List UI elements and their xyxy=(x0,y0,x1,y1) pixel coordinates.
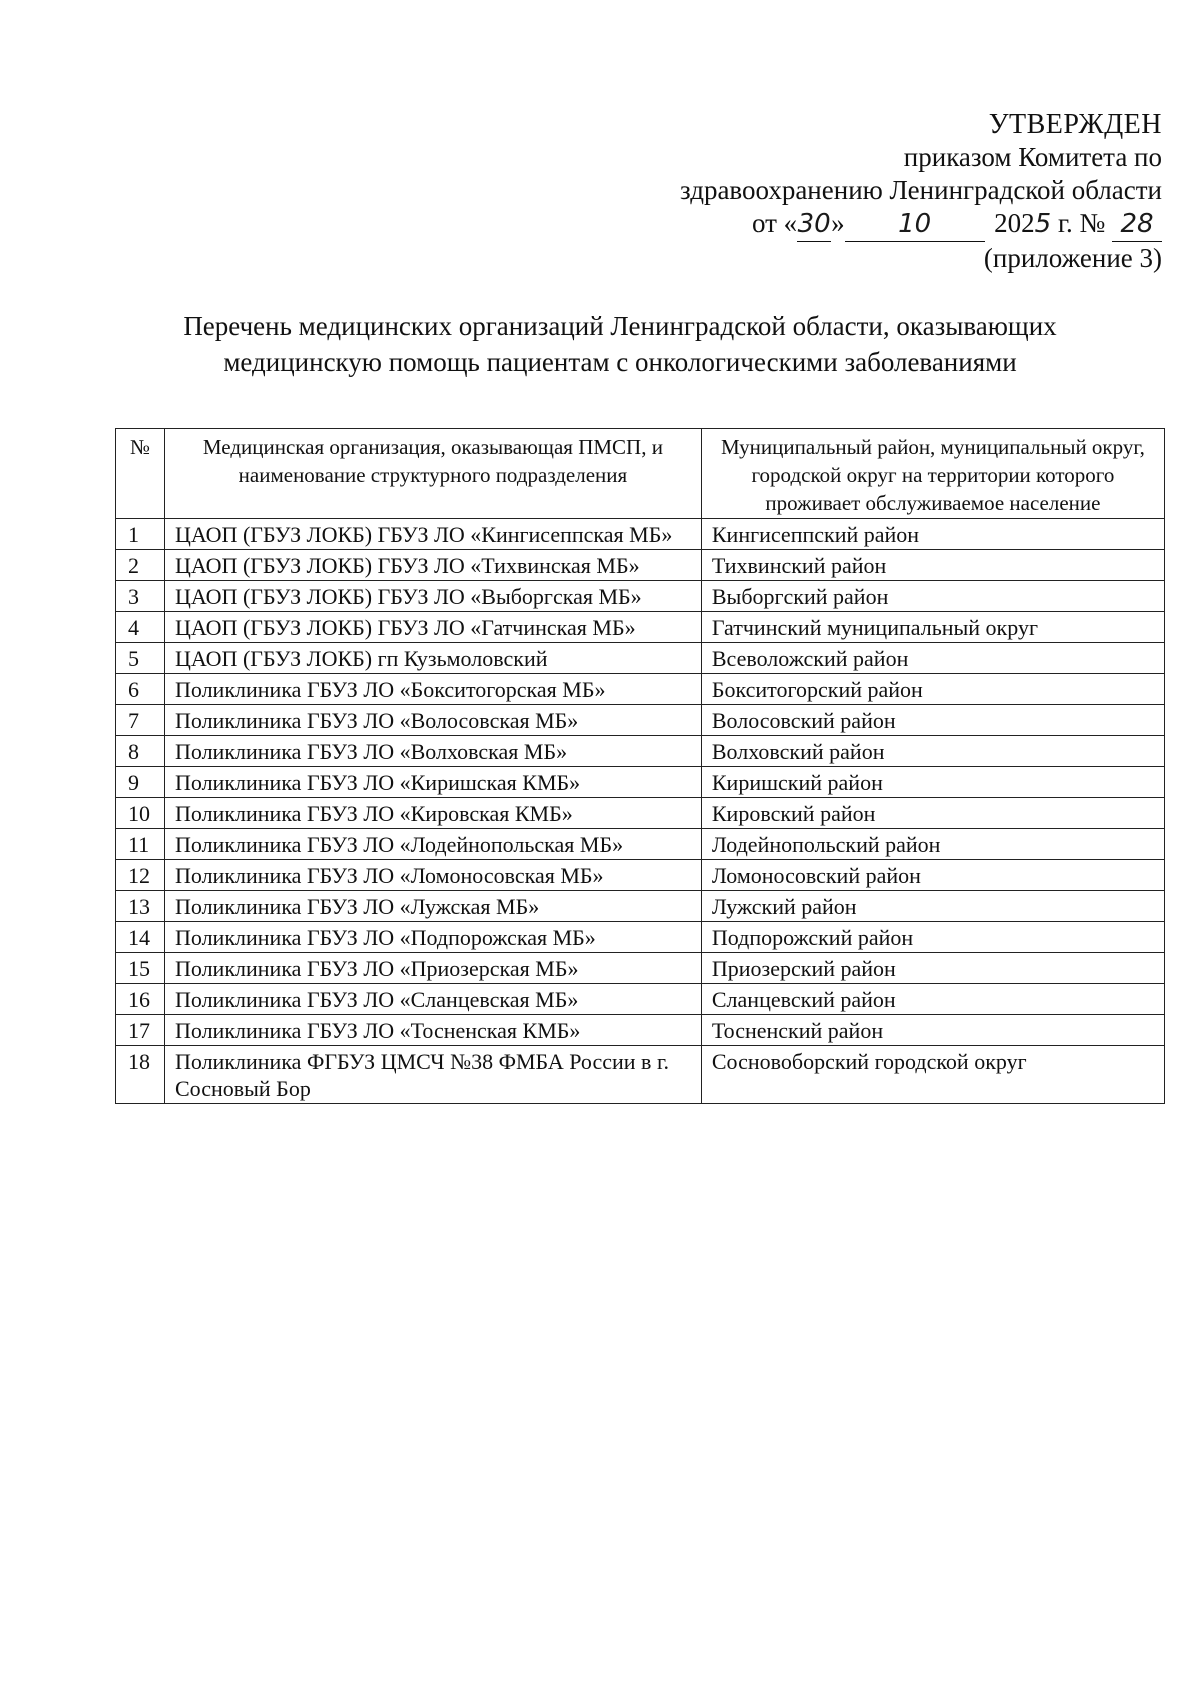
header-number: № xyxy=(116,429,165,519)
order-year-prefix: 202 xyxy=(994,208,1035,238)
row-number: 16 xyxy=(116,984,165,1015)
approval-issuer-line-1: приказом Комитета по xyxy=(903,142,1162,172)
table-row xyxy=(116,767,1165,798)
row-number: 2 xyxy=(116,550,165,581)
row-area: Тихвинский район xyxy=(701,550,1164,581)
row-organization: Поликлиника ГБУЗ ЛО «Волховская МБ» xyxy=(164,736,701,767)
row-area: Лодейнопольский район xyxy=(701,829,1164,860)
table-row xyxy=(116,891,1165,922)
row-organization: Поликлиника ГБУЗ ЛО «Волосовская МБ» xyxy=(164,705,701,736)
approval-order-line xyxy=(542,207,1162,242)
row-area: Всеволожский район xyxy=(701,643,1164,674)
table-row xyxy=(116,643,1165,674)
document-heading xyxy=(120,308,1120,380)
row-organization: Поликлиника ГБУЗ ЛО «Кировская КМБ» xyxy=(164,798,701,829)
row-area: Кировский район xyxy=(701,798,1164,829)
table-row xyxy=(116,674,1165,705)
table-row xyxy=(116,519,1165,550)
row-area: Подпорожский район xyxy=(701,922,1164,953)
row-area: Тосненский район xyxy=(701,1015,1164,1046)
table-row xyxy=(116,705,1165,736)
row-organization: ЦАОП (ГБУЗ ЛОКБ) ГБУЗ ЛО «Выборгская МБ» xyxy=(164,581,701,612)
row-organization: Поликлиника ГБУЗ ЛО «Лодейнопольская МБ» xyxy=(164,829,701,860)
row-number: 13 xyxy=(116,891,165,922)
row-organization: ЦАОП (ГБУЗ ЛОКБ) ГБУЗ ЛО «Тихвинская МБ» xyxy=(164,550,701,581)
row-organization: ЦАОП (ГБУЗ ЛОКБ) ГБУЗ ЛО «Кингисеппская МБ» xyxy=(164,519,701,550)
row-area: Сосновоборский городской округ xyxy=(701,1046,1164,1104)
row-number: 9 xyxy=(116,767,165,798)
row-area: Ломоносовский район xyxy=(701,860,1164,891)
row-organization: Поликлиника ФГБУЗ ЦМСЧ №38 ФМБА России в г. Сосновый Бор xyxy=(164,1046,701,1104)
order-number-label: г. № xyxy=(1051,208,1112,238)
order-prefix: от « xyxy=(751,208,798,238)
row-organization: Поликлиника ГБУЗ ЛО «Подпорожская МБ» xyxy=(164,922,701,953)
approval-issuer-line-2: здравоохранению Ленинградской области xyxy=(680,175,1162,205)
row-number: 5 xyxy=(116,643,165,674)
approval-appendix: (приложение 3) xyxy=(983,243,1162,273)
table-row xyxy=(116,581,1165,612)
header-area: Муниципальный район, муниципальный округ, городской округ на территории которого проживает обслуживаемое население xyxy=(701,429,1164,519)
row-number: 1 xyxy=(116,519,165,550)
table-row xyxy=(116,612,1165,643)
heading-line-1: Перечень медицинских организаций Ленинградской области, оказывающих xyxy=(183,311,1057,341)
order-number-handwritten: 28 xyxy=(1112,208,1162,242)
order-month-handwritten: 10 xyxy=(845,208,985,242)
row-organization: Поликлиника ГБУЗ ЛО «Лужская МБ» xyxy=(164,891,701,922)
row-number: 7 xyxy=(116,705,165,736)
row-area: Сланцевский район xyxy=(701,984,1164,1015)
row-area: Гатчинский муниципальный округ xyxy=(701,612,1164,643)
row-number: 3 xyxy=(116,581,165,612)
order-year-handwritten: 5 xyxy=(1034,209,1052,239)
row-area: Волосовский район xyxy=(701,705,1164,736)
table-row xyxy=(116,984,1165,1015)
order-day-handwritten: 30 xyxy=(797,208,831,242)
row-organization: Поликлиника ГБУЗ ЛО «Сланцевская МБ» xyxy=(164,984,701,1015)
row-number: 12 xyxy=(116,860,165,891)
order-day-close: » xyxy=(831,208,845,238)
row-area: Киришский район xyxy=(701,767,1164,798)
row-organization: Поликлиника ГБУЗ ЛО «Ломоносовская МБ» xyxy=(164,860,701,891)
row-number: 18 xyxy=(116,1046,165,1104)
approval-stamp-block xyxy=(542,108,1162,275)
row-organization: Поликлиника ГБУЗ ЛО «Киришская КМБ» xyxy=(164,767,701,798)
row-number: 4 xyxy=(116,612,165,643)
row-number: 6 xyxy=(116,674,165,705)
table-row xyxy=(116,953,1165,984)
table-row xyxy=(116,1015,1165,1046)
header-organization: Медицинская организация, оказывающая ПМСП, и наименование структурного подразделения xyxy=(164,429,701,519)
table-row xyxy=(116,829,1165,860)
table-row xyxy=(116,736,1165,767)
row-number: 14 xyxy=(116,922,165,953)
row-area: Волховский район xyxy=(701,736,1164,767)
row-organization: ЦАОП (ГБУЗ ЛОКБ) ГБУЗ ЛО «Гатчинская МБ» xyxy=(164,612,701,643)
table-row xyxy=(116,550,1165,581)
row-organization: Поликлиника ГБУЗ ЛО «Бокситогорская МБ» xyxy=(164,674,701,705)
row-area: Лужский район xyxy=(701,891,1164,922)
row-area: Кингисеппский район xyxy=(701,519,1164,550)
organizations-table xyxy=(115,428,1165,1104)
table-row xyxy=(116,922,1165,953)
row-area: Приозерский район xyxy=(701,953,1164,984)
row-organization: Поликлиника ГБУЗ ЛО «Тосненская КМБ» xyxy=(164,1015,701,1046)
table-body xyxy=(116,519,1165,1104)
row-area: Бокситогорский район xyxy=(701,674,1164,705)
approval-title: УТВЕРЖДЕН xyxy=(988,109,1162,140)
table-row xyxy=(116,860,1165,891)
heading-line-2: медицинскую помощь пациентам с онкологическими заболеваниями xyxy=(223,347,1017,377)
row-number: 10 xyxy=(116,798,165,829)
row-number: 8 xyxy=(116,736,165,767)
table-row xyxy=(116,1046,1165,1104)
row-area: Выборгский район xyxy=(701,581,1164,612)
row-organization: ЦАОП (ГБУЗ ЛОКБ) гп Кузьмоловский xyxy=(164,643,701,674)
row-number: 17 xyxy=(116,1015,165,1046)
row-organization: Поликлиника ГБУЗ ЛО «Приозерская МБ» xyxy=(164,953,701,984)
row-number: 11 xyxy=(116,829,165,860)
table-row xyxy=(116,798,1165,829)
table-header-row xyxy=(116,429,1165,519)
row-number: 15 xyxy=(116,953,165,984)
